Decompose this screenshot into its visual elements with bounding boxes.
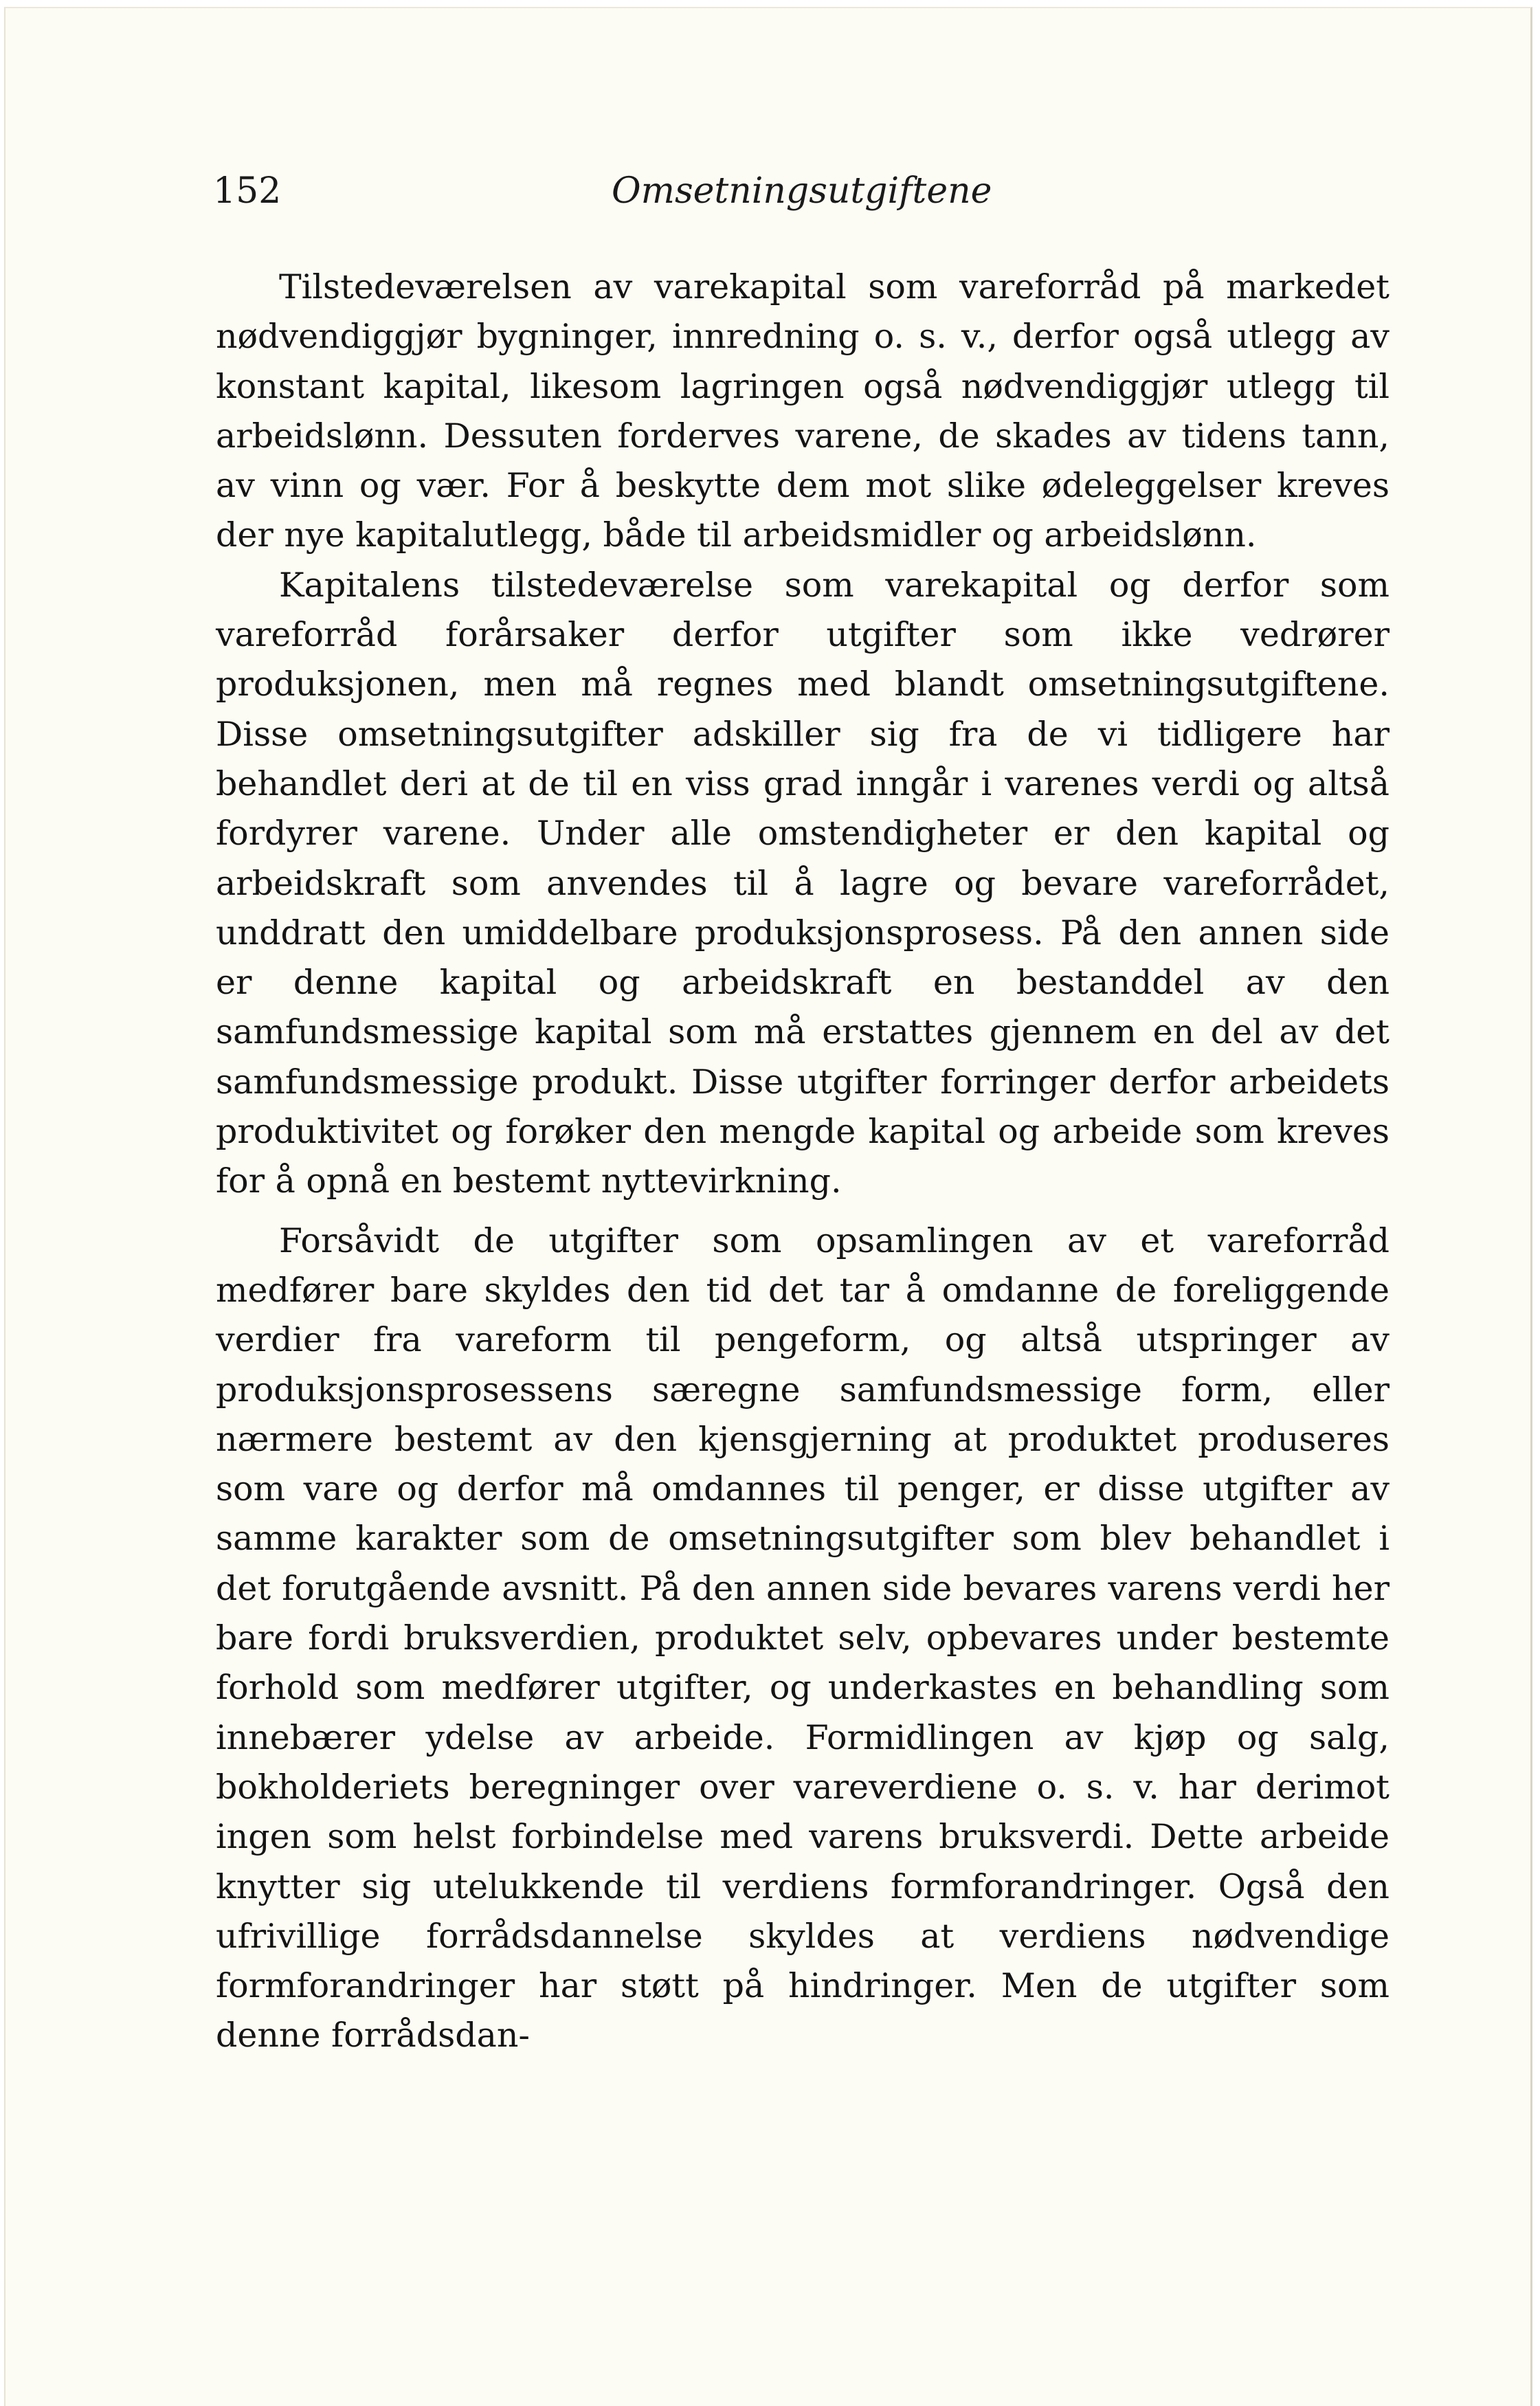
page-number: 152 [213,170,282,212]
page-header [213,164,1388,219]
body-text [216,263,1390,2061]
paragraph: Tilstedeværelsen av varekapital som vareforråd på markedet nødvendiggjør bygninger, innredning o. s. v., derfor også utlegg av konstant kapital, likesom lagringen også nødvendiggjør utlegg til arbeidslønn. Dessuten forderves varene, de skades av tidens tann, av vinn og vær. For å beskytte dem mot slike ødeleggelser kreves der nye kapitalutlegg, både til arbeidsmidler og arbeidslønn. [216,267,1390,555]
paragraph: Forsåvidt de utgifter som opsamlingen av et vareforråd medfører bare skyldes den tid det tar å omdanne de foreliggende verdier fra vareform til pengeform, og altså utspringer av produksjonsprosessens særegne samfundsmessige form, eller nærmere bestemt av den kjensgjerning at produktet produseres som vare og derfor må omdannes til penger, er disse utgifter av samme karakter som de omsetningsutgifter som blev behandlet i det forutgående avsnitt. På den annen side bevares varens verdi her bare fordi bruksverdien, produktet selv, opbevares under bestemte forhold som medfører utgifter, og underkastes en behandling som innebærer ydelse av arbeide. Formidlingen av kjøp og salg, bokholderiets beregninger over vareverdiene o. s. v. har derimot ingen som helst forbindelse med varens bruksverdi. Dette arbeide knytter sig utelukkende til verdiens formforandringer. Også den ufrivillige forrådsdannelse skyldes at verdiens nødvendige formforandringer har støtt på hindringer. Men de utgifter som denne forrådsdan- [216,1221,1390,2056]
running-title: Omsetningsutgiftene [612,170,992,212]
paragraph: Kapitalens tilstedeværelse som varekapital og derfor som vareforråd forårsaker derfor utgifter som ikke vedrører produksjonen, men må regnes med blandt omsetningsutgiftene. Disse omsetningsutgifter adskiller sig fra de vi tidligere har behandlet deri at de til en viss grad inngår i varenes verdi og altså fordyrer varene. Under alle omstendigheter er den kapital og arbeidskraft som anvendes til å lagre og bevare vareforrådet, unddratt den umiddelbare produksjonsprosess. På den annen side er denne kapital og arbeidskraft en bestanddel av den samfundsmessige kapital som må erstattes gjennem en del av det samfundsmessige produkt. Disse utgifter forringer derfor arbeidets produktivitet og forøker den mengde kapital og arbeide som kreves for å opnå en bestemt nyttevirkning. [216,565,1390,1201]
